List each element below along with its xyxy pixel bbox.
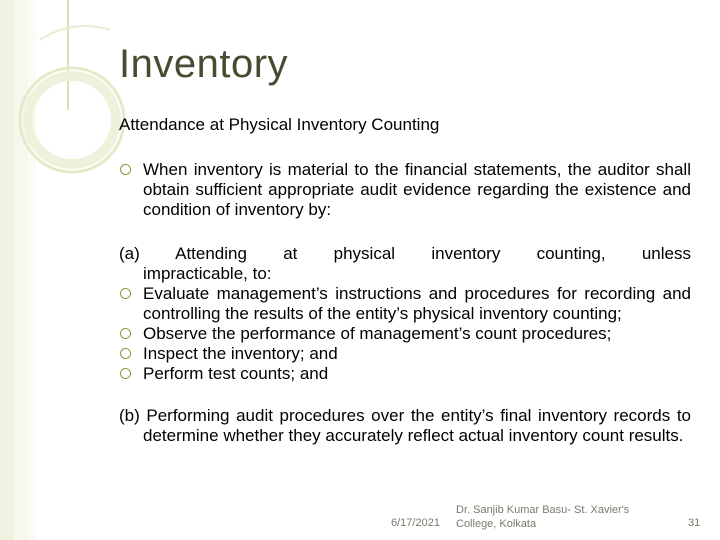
- slide-number: 31: [688, 517, 701, 529]
- item-a-line2: impracticable, to:: [143, 264, 272, 283]
- list-item-text: Inspect the inventory; and: [143, 344, 338, 363]
- circle-bullet-icon: [120, 328, 131, 339]
- list-item-text: Observe the performance of management’s count procedures;: [143, 324, 612, 343]
- slide-title: Inventory: [119, 42, 289, 86]
- footer-author: Dr. Sanjib Kumar Basu- St. Xavier's College, Kolkata: [456, 504, 630, 530]
- item-a-line1: (a) Attending at physical inventory counting, unless: [119, 244, 691, 263]
- intro-bullet-text: When inventory is material to the financial statements, the auditor shall obtain sufficient appropriate audit evidence regarding the existence and condition of inventory by:: [143, 160, 691, 219]
- intro-bullet: [119, 160, 691, 220]
- circle-bullet-icon: [120, 348, 131, 359]
- item-a: [119, 244, 691, 284]
- list-item-text: Evaluate management’s instructions and procedures for recording and controlling the results of the entity’s physical inventory counting;: [143, 284, 691, 323]
- list-item-text: Perform test counts; and: [143, 364, 329, 383]
- slide-body: [119, 160, 691, 446]
- list-item: [119, 324, 691, 344]
- list-item: [119, 344, 691, 364]
- circle-bullet-icon: [120, 164, 131, 175]
- slide-subtitle: Attendance at Physical Inventory Counting: [119, 115, 440, 134]
- footer-date: 6/17/2021: [391, 517, 440, 529]
- circle-bullet-icon: [120, 368, 131, 379]
- list-item: [119, 284, 691, 324]
- circle-bullet-icon: [120, 288, 131, 299]
- item-b: (b) Performing audit procedures over the entity’s final inventory records to determine whether they accurately reflect actual inventory count results.: [119, 406, 691, 445]
- list-item: [119, 364, 691, 384]
